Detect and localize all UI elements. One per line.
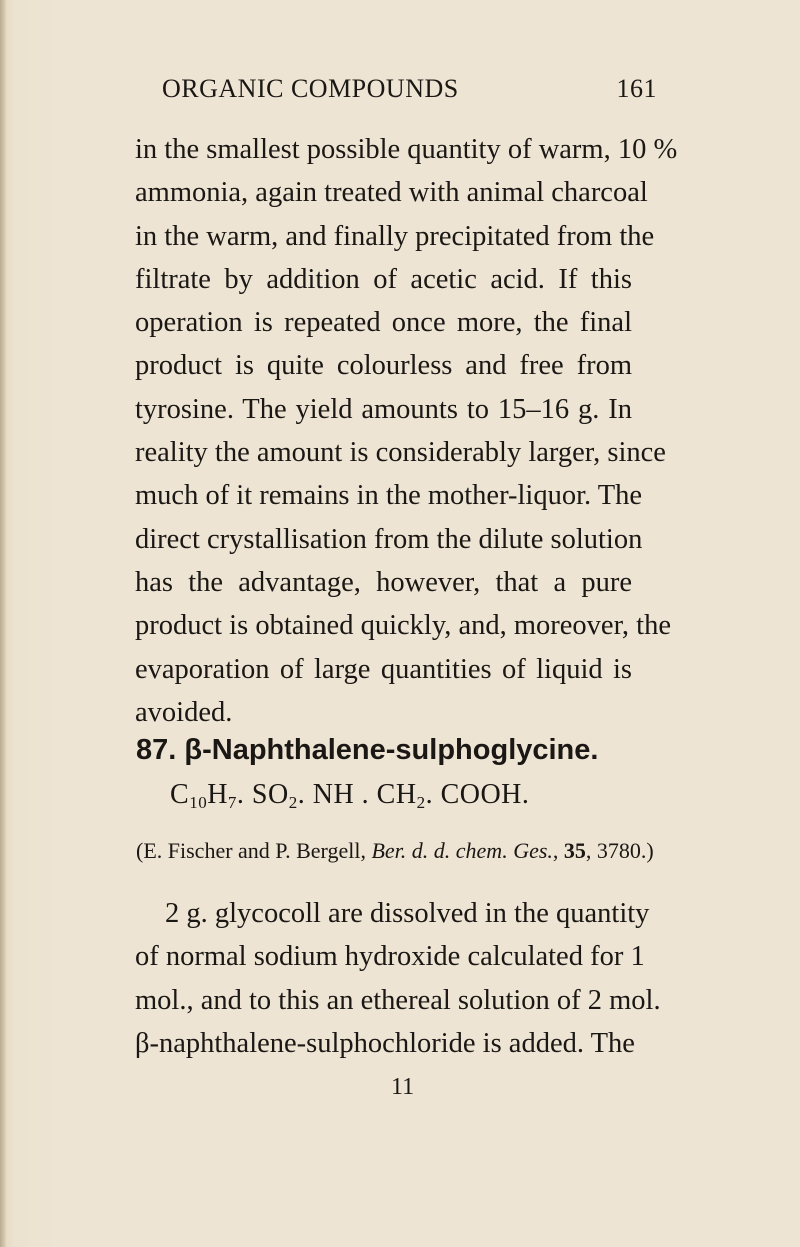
text-line: product is obtained quickly, and, moreover, the [135, 610, 671, 642]
section-title: β-Naphthalene-sulphoglycine. [184, 734, 599, 766]
text-line: has the advantage, however, that a pure [135, 566, 632, 598]
formula-part: . SO [236, 779, 289, 810]
citation-separator: , [552, 838, 564, 863]
running-title: ORGANIC COMPOUNDS [162, 74, 459, 103]
text-line: much of it remains in the mother-liquor. The [135, 480, 643, 512]
text-line: filtrate by addition of acetic acid. If this [135, 263, 632, 295]
text-line: evaporation of large quantities of liquid is [135, 653, 632, 685]
formula-subscript: 10 [189, 793, 208, 812]
page-number: 161 [616, 74, 657, 103]
chemical-formula [170, 779, 529, 813]
paragraph-2 [135, 892, 661, 1065]
text-line: avoided. [135, 696, 233, 728]
citation-authors: (E. Fischer and P. Bergell, [136, 838, 372, 863]
text-line: ammonia, again treated with animal charcoal [135, 177, 648, 209]
running-head [162, 74, 657, 104]
section-heading [136, 734, 656, 767]
text-line: of normal sodium hydroxide calculated for 1 [135, 941, 645, 973]
text-line: mol., and to this an ethereal solution of 2 mol. [135, 984, 661, 1016]
formula-part: . NH . CH [297, 779, 417, 810]
formula-part: . COOH. [425, 779, 530, 810]
text-line: β-naphthalene-sulphochloride is added. The [135, 1027, 635, 1059]
text-line: direct crystallisation from the dilute solution [135, 523, 643, 555]
formula-subscript: 2 [416, 793, 426, 812]
text-line: reality the amount is considerably larger, since [135, 437, 666, 469]
formula-part: H [207, 779, 228, 810]
signature-mark: 11 [391, 1074, 415, 1100]
text-line: operation is repeated once more, the final [135, 307, 632, 339]
citation-volume: 35 [563, 838, 586, 863]
citation [136, 838, 654, 864]
paragraph-1 [135, 128, 678, 734]
section-number: 87. [136, 734, 177, 766]
text-line: in the warm, and finally precipitated from the [135, 220, 655, 252]
formula-part: C [170, 779, 190, 810]
text-line: product is quite colourless and free from [135, 350, 632, 382]
text-line: tyrosine. The yield amounts to 15–16 g. In [135, 393, 632, 425]
formula-subscript: 2 [288, 793, 298, 812]
citation-pages: , 3780.) [585, 838, 654, 863]
formula-subscript: 7 [227, 793, 237, 812]
text-line: 2 g. glycocoll are dissolved in the quantity [165, 898, 650, 929]
text-line: in the smallest possible quantity of warm, 10 % [135, 134, 678, 165]
page-edge [0, 0, 6, 1247]
citation-journal: Ber. d. d. chem. Ges. [371, 838, 553, 863]
